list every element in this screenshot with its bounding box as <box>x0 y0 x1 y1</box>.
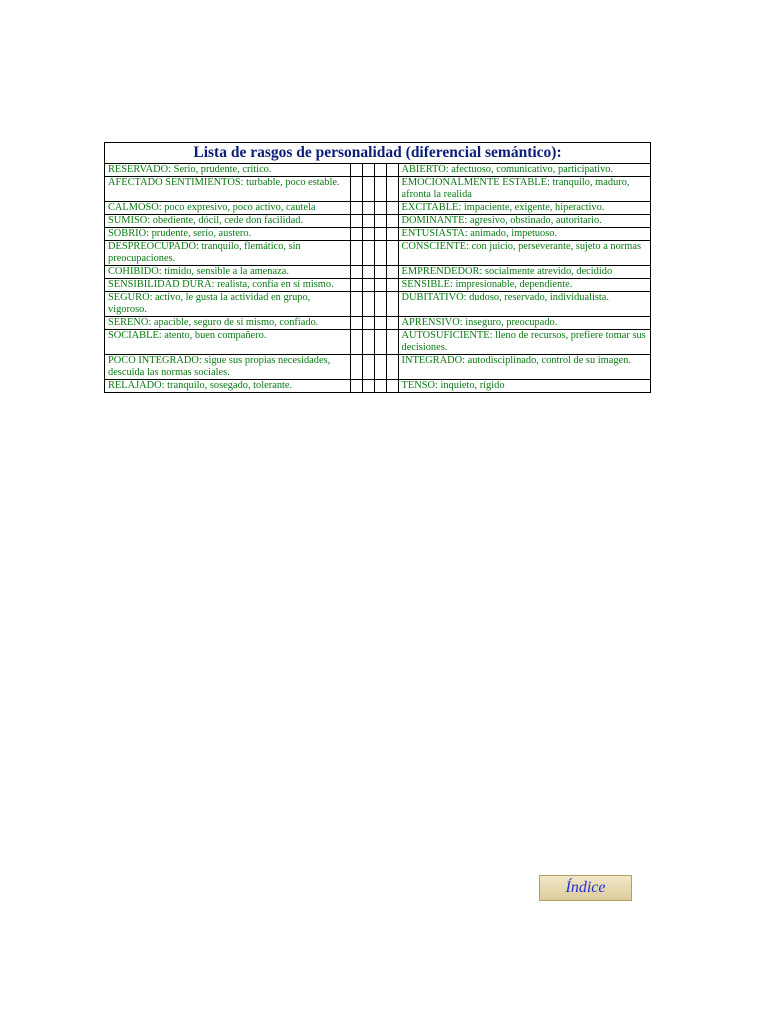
rating-box[interactable] <box>350 202 362 215</box>
rating-box[interactable] <box>386 279 398 292</box>
trait-right-pole: TENSO: inquieto, rígido <box>398 380 650 393</box>
rating-box[interactable] <box>350 266 362 279</box>
trait-row <box>105 266 650 279</box>
rating-box[interactable] <box>362 228 374 241</box>
rating-box[interactable] <box>374 317 386 330</box>
trait-left-pole: RESERVADO: Serio, prudente, crítico. <box>105 164 350 177</box>
rating-box[interactable] <box>350 177 362 202</box>
rating-box[interactable] <box>362 202 374 215</box>
rating-box[interactable] <box>374 292 386 317</box>
rating-box[interactable] <box>386 202 398 215</box>
trait-right-pole: DOMINANTE: agresivo, obstinado, autoritario. <box>398 215 650 228</box>
rating-box[interactable] <box>362 317 374 330</box>
rating-box[interactable] <box>386 266 398 279</box>
rating-box[interactable] <box>362 380 374 393</box>
rating-box[interactable] <box>386 228 398 241</box>
trait-left-pole: SEGURO: activo, le gusta la actividad en grupo, vigoroso. <box>105 292 350 317</box>
trait-right-pole: AUTOSUFICIENTE: lleno de recursos, prefiere tomar sus decisiones. <box>398 330 650 355</box>
trait-row <box>105 215 650 228</box>
trait-left-pole: RELAJADO: tranquilo, sosegado, tolerante. <box>105 380 350 393</box>
trait-row <box>105 228 650 241</box>
trait-left-pole: SENSIBILIDAD DURA: realista, confía en sí mismo. <box>105 279 350 292</box>
rating-box[interactable] <box>350 330 362 355</box>
rating-box[interactable] <box>386 380 398 393</box>
rating-box[interactable] <box>362 215 374 228</box>
rating-box[interactable] <box>386 177 398 202</box>
trait-left-pole: COHIBIDO: tímido, sensible a la amenaza. <box>105 266 350 279</box>
index-button[interactable]: Índice <box>539 875 632 901</box>
trait-row <box>105 317 650 330</box>
rating-box[interactable] <box>374 380 386 393</box>
rating-box[interactable] <box>386 330 398 355</box>
trait-right-pole: EXCITABLE: impaciente, exigente, hiperactivo. <box>398 202 650 215</box>
trait-row <box>105 380 650 393</box>
trait-right-pole: INTEGRADO: autodisciplinado, control de su imagen. <box>398 355 650 380</box>
trait-right-pole: ABIERTO: afectuoso, comunicativo, participativo. <box>398 164 650 177</box>
rating-box[interactable] <box>374 177 386 202</box>
rating-box[interactable] <box>374 330 386 355</box>
rating-box[interactable] <box>362 292 374 317</box>
trait-left-pole: SOCIABLE: atento, buen compañero. <box>105 330 350 355</box>
rating-box[interactable] <box>386 164 398 177</box>
trait-left-pole: SOBRIO: prudente, serio, austero. <box>105 228 350 241</box>
rating-box[interactable] <box>362 355 374 380</box>
trait-row <box>105 279 650 292</box>
rating-box[interactable] <box>350 164 362 177</box>
rating-box[interactable] <box>374 241 386 266</box>
trait-right-pole: EMOCIONALMENTE ESTABLE: tranquilo, maduro, afronta la realida <box>398 177 650 202</box>
rating-box[interactable] <box>374 215 386 228</box>
rating-box[interactable] <box>362 241 374 266</box>
trait-right-pole: APRENSIVO: inseguro, preocupado. <box>398 317 650 330</box>
trait-right-pole: EMPRENDEDOR: socialmente atrevido, decidido <box>398 266 650 279</box>
trait-left-pole: DESPREOCUPADO: tranquilo, flemático, sin preocupaciones. <box>105 241 350 266</box>
trait-row <box>105 330 650 355</box>
rating-box[interactable] <box>350 380 362 393</box>
trait-left-pole: AFECTADO SENTIMIENTOS: turbable, poco estable. <box>105 177 350 202</box>
personality-traits-sheet <box>104 142 651 393</box>
trait-row <box>105 177 650 202</box>
rating-box[interactable] <box>374 228 386 241</box>
rating-box[interactable] <box>374 279 386 292</box>
rating-box[interactable] <box>362 279 374 292</box>
rating-box[interactable] <box>350 292 362 317</box>
rating-box[interactable] <box>386 215 398 228</box>
rating-box[interactable] <box>350 215 362 228</box>
trait-row <box>105 292 650 317</box>
trait-left-pole: SERENO: apacible, seguro de sí mismo, confiado. <box>105 317 350 330</box>
rating-box[interactable] <box>362 266 374 279</box>
traits-table-body <box>105 164 650 392</box>
trait-right-pole: DUBITATIVO: dudoso, reservado, individualista. <box>398 292 650 317</box>
rating-box[interactable] <box>374 266 386 279</box>
rating-box[interactable] <box>362 177 374 202</box>
rating-box[interactable] <box>374 202 386 215</box>
rating-box[interactable] <box>386 292 398 317</box>
rating-box[interactable] <box>386 241 398 266</box>
trait-left-pole: SUMISO: obediente, dócil, cede don facilidad. <box>105 215 350 228</box>
trait-left-pole: POCO INTEGRADO: sigue sus propias necesidades, descuida las normas sociales. <box>105 355 350 380</box>
rating-box[interactable] <box>362 330 374 355</box>
sheet-title: Lista de rasgos de personalidad (diferencial semántico): <box>105 143 650 164</box>
rating-box[interactable] <box>386 317 398 330</box>
rating-box[interactable] <box>374 164 386 177</box>
rating-box[interactable] <box>350 228 362 241</box>
trait-right-pole: CONSCIENTE: con juicio, perseverante, sujeto a normas <box>398 241 650 266</box>
rating-box[interactable] <box>374 355 386 380</box>
trait-right-pole: ENTUSIASTA: animado, impetuoso. <box>398 228 650 241</box>
rating-box[interactable] <box>350 355 362 380</box>
rating-box[interactable] <box>350 241 362 266</box>
rating-box[interactable] <box>350 317 362 330</box>
trait-row <box>105 241 650 266</box>
trait-row <box>105 202 650 215</box>
trait-left-pole: CALMOSO: poco expresivo, poco activo, cautela <box>105 202 350 215</box>
rating-box[interactable] <box>350 279 362 292</box>
rating-box[interactable] <box>386 355 398 380</box>
rating-box[interactable] <box>362 164 374 177</box>
trait-right-pole: SENSIBLE: impresionable, dependiente. <box>398 279 650 292</box>
trait-row <box>105 164 650 177</box>
traits-table <box>105 164 650 392</box>
trait-row <box>105 355 650 380</box>
